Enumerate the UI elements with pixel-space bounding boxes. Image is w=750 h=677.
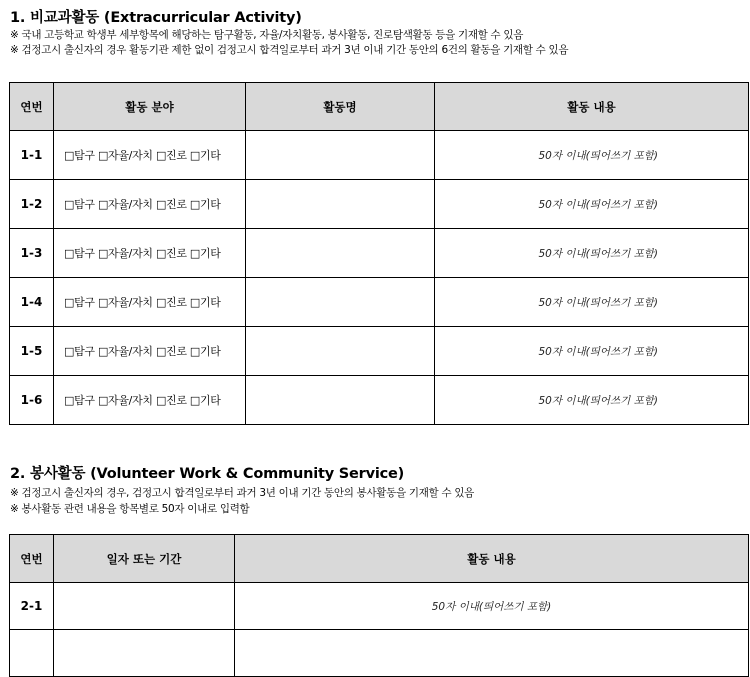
table-row [10,180,749,229]
row-activity-content[interactable]: 50자 이내(띄어쓰기 포함) [435,180,749,229]
row-activity-name[interactable] [246,229,435,278]
header-num: 연번 [10,83,54,131]
section1-note-2: ※ 검정고시 출신자의 경우 활동기관 제한 없이 검정고시 합격일로부터 과거 3년 이내 기간 동안의 6건의 활동을 기재할 수 있음 [10,44,569,56]
section2-note-2: ※ 봉사활동 관련 내용을 항목별로 50자 이내로 입력함 [10,503,250,515]
table-row [10,583,749,630]
table-row [10,630,749,677]
table-row [10,229,749,278]
row-category[interactable]: □탐구 □자율/자치 □진로 □기타 [54,180,246,229]
section2-note-1: ※ 검정고시 출신자의 경우, 검정고시 합격일로부터 과거 3년 이내 기간 동안의 봉사활동을 기재할 수 있음 [10,487,475,499]
row-activity-content[interactable]: 50자 이내(띄어쓰기 포함) [435,376,749,425]
section1-title: 1. 비교과활동 (Extracurricular Activity) [10,10,302,26]
volunteer-table [9,534,749,677]
row-category[interactable]: □탐구 □자율/자치 □진로 □기타 [54,327,246,376]
row-category[interactable]: □탐구 □자율/자치 □진로 □기타 [54,131,246,180]
header-num: 연번 [10,535,54,583]
row-num: 1-3 [10,229,54,278]
row-activity-name[interactable] [246,278,435,327]
row-date-period[interactable] [54,583,235,630]
row-activity-content[interactable]: 50자 이내(띄어쓰기 포함) [435,327,749,376]
section1-note-1: ※ 국내 고등학교 학생부 세부항목에 해당하는 탐구활동, 자율/자치활동, 봉사활동, 진로탐색활동 등을 기재할 수 있음 [10,29,524,41]
row-num: 2-1 [10,583,54,630]
row-num: 1-1 [10,131,54,180]
table-row [10,376,749,425]
row-activity-content[interactable]: 50자 이내(띄어쓰기 포함) [435,278,749,327]
row-activity-name[interactable] [246,327,435,376]
header-category: 활동 분야 [54,83,246,131]
row-activity-content[interactable] [235,630,749,677]
row-activity-content[interactable]: 50자 이내(띄어쓰기 포함) [435,229,749,278]
section2-title: 2. 봉사활동 (Volunteer Work & Community Service) [10,466,405,482]
header-activity-content: 활동 내용 [235,535,749,583]
row-num [10,630,54,677]
table-row [10,278,749,327]
table-row [10,131,749,180]
row-activity-name[interactable] [246,131,435,180]
header-activity-name: 활동명 [246,83,435,131]
row-activity-content[interactable]: 50자 이내(띄어쓰기 포함) [235,583,749,630]
header-date-period: 일자 또는 기간 [54,535,235,583]
header-activity-content: 활동 내용 [435,83,749,131]
row-num: 1-5 [10,327,54,376]
row-activity-name[interactable] [246,180,435,229]
row-date-period[interactable] [54,630,235,677]
row-num: 1-4 [10,278,54,327]
row-activity-content[interactable]: 50자 이내(띄어쓰기 포함) [435,131,749,180]
row-category[interactable]: □탐구 □자율/자치 □진로 □기타 [54,376,246,425]
row-activity-name[interactable] [246,376,435,425]
extracurricular-table [9,82,749,425]
row-num: 1-6 [10,376,54,425]
row-num: 1-2 [10,180,54,229]
table-row [10,327,749,376]
row-category[interactable]: □탐구 □자율/자치 □진로 □기타 [54,229,246,278]
row-category[interactable]: □탐구 □자율/자치 □진로 □기타 [54,278,246,327]
